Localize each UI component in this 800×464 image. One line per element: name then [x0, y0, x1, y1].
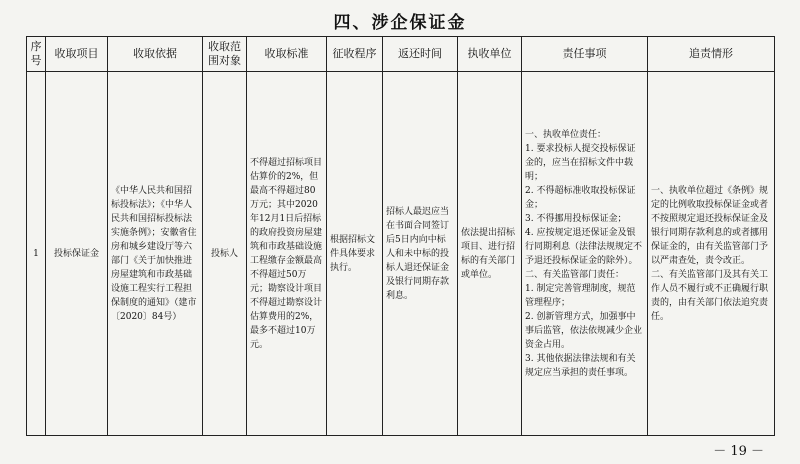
duty-line: 4. 应按规定退还保证金及银行同期利息（法律法规规定不予退还投标保证金的除外）。: [525, 227, 643, 266]
page-title: 四、涉企保证金: [333, 13, 467, 33]
duty-line: 1. 要求投标人提交投标保证金的，应当在招标文件中载明；: [525, 143, 636, 182]
duty-line: 一、执收单位责任：: [525, 129, 607, 140]
cell-collector: 依法提出招标项目、进行招标的有关部门或单位。: [458, 72, 522, 436]
cell-item: 投标保证金: [46, 72, 108, 436]
header-refund-time: 返还时间: [383, 37, 458, 72]
cell-index: 1: [27, 72, 46, 436]
header-standard: 收取标准: [247, 37, 327, 72]
header-index: 序号: [27, 37, 46, 72]
duty-line: 二、有关监管部门责任：: [525, 269, 625, 280]
duty-line: 2. 不得超标准收取投标保证金；: [525, 185, 636, 210]
duty-line: 1. 制定完善管理制度，规范管理程序；: [525, 283, 636, 308]
cell-procedure: 根据招标文件具体要求执行。: [327, 72, 383, 436]
cell-liability: [648, 72, 775, 436]
header-duties: 责任事项: [522, 37, 648, 72]
guarantee-table: [26, 36, 775, 436]
cell-refund-time: 招标人最迟应当在书面合同签订后5日内向中标人和未中标的投标人退还保证金及银行同期存款利息。: [383, 72, 458, 436]
table-header-row: [27, 37, 775, 72]
header-collector: 执收单位: [458, 37, 522, 72]
duty-line: 3. 其他依据法律法规和有关规定应当承担的责任事项。: [525, 353, 636, 378]
cell-scope: 投标人: [203, 72, 247, 436]
liability-line: 二、有关监管部门及其有关工作人员不履行或不正确履行职责的，由有关部门依法追究责任。: [651, 269, 769, 322]
liability-line: 一、执收单位超过《条例》规定的比例收取投标保证金或者不按照规定退还投标保证金及银行同期存款利息的或者挪用保证金的，由有关监管部门予以严肃查处，责令改正。: [651, 185, 769, 266]
cell-duties: [522, 72, 648, 436]
header-procedure: 征收程序: [327, 37, 383, 72]
page-number: － 19 －: [713, 444, 764, 459]
duty-line: 3. 不得挪用投标保证金；: [525, 213, 627, 224]
duty-line: 2. 创新管理方式，加强事中事后监管，依法依规减少企业资金占用。: [525, 311, 643, 350]
header-item: 收取项目: [46, 37, 108, 72]
cell-basis: 《中华人民共和国招标投标法》；《中华人民共和国招标投标法实施条例》；安徽省住房和城乡建设厅等六部门《关于加快推进房屋建筑和市政基础设施工程实行工程担保制度的通知》（建市〔2020〕84号）: [108, 72, 203, 436]
header-liability: 追责情形: [648, 37, 775, 72]
header-scope: 收取范围对象: [203, 37, 247, 72]
cell-standard: 不得超过招标项目估算价的2%，但最高不得超过80万元；其中2020年12月1日后招标的政府投资房屋建筑和市政基础设施工程缴存金额最高不得超过50万元；勘察设计项目不得超过勘察设计估算费用的2%，最多不超过10万元。: [247, 72, 327, 436]
table-row: [27, 72, 775, 436]
header-basis: 收取依据: [108, 37, 203, 72]
